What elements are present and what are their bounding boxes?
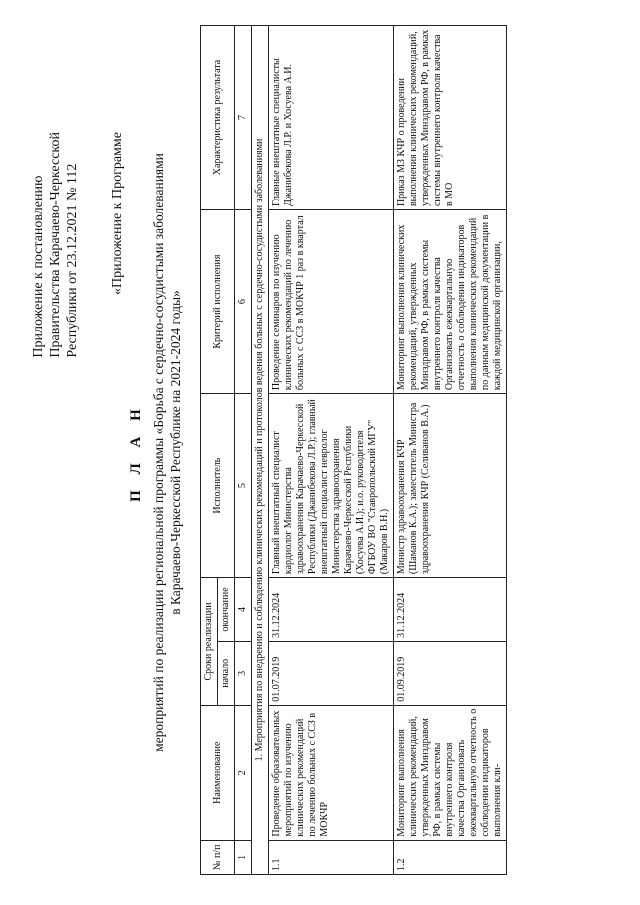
column-index: 3 <box>235 641 252 705</box>
section-title: 1. Мероприятия по внедрению и соблюдению клинических рекомендаций и протоколов ведения больных с сердечно-сосудистыми заболеваниями <box>252 26 269 875</box>
row-executor: Главный внештатный специалист кардиолог Министерства здравоохранения Карачаево-Черкесской Республики (Джанибекова Л.Р.); главный внештатный специалист невролог Министерства здравоохранения Карачаево-Черкесской Республики (Хосуева А.И.); и.о. руководителя ФГБОУ ВО "Ставропольский МГУ" (Макаров В.Н.) <box>269 394 394 578</box>
header-terms: Сроки реализации <box>201 578 218 706</box>
approval-header <box>30 132 81 358</box>
row-num: 1.2 <box>394 840 507 874</box>
header-line-2: Правительства Карачаево-Черкесской <box>48 132 63 358</box>
plan-title: П Л А Н <box>128 403 144 502</box>
header-num: № п/п <box>201 840 235 874</box>
plan-subtitle-line-2: в Карачаево-Черкесской Республике на 2021-2024 годы» <box>168 290 183 615</box>
table-header-row <box>201 26 218 875</box>
row-result: Главные внештатные специалисты Джанибекова Л.Р. и Хосуева А.И. <box>269 26 394 210</box>
row-end: 31.12.2024 <box>394 578 507 642</box>
row-name: Проведение образовательных мероприятий по изучению клинических рекомендаций по лечению больных с ССЗ в МОКЧР <box>269 705 394 840</box>
header-end: окончание <box>218 578 235 642</box>
column-index: 4 <box>235 578 252 642</box>
header-executor: Исполнитель <box>201 394 235 578</box>
header-name: Наименование <box>201 705 235 840</box>
plan-subtitle <box>150 0 184 905</box>
column-index-row <box>235 26 252 875</box>
header-line-3: Республики от 23.12.2021 № 112 <box>65 163 80 358</box>
column-index: 5 <box>235 394 252 578</box>
row-end: 31.12.2024 <box>269 578 394 642</box>
row-name: Мониторинг выполнения клинических рекомендаций, утвержденных Минздравом РФ, в рамках системы внутреннего контроля качества Организовать ежеквартальную отчетность о соблюдении индикаторов выполнения кли- <box>394 705 507 840</box>
row-criterion: Проведение семинаров по изучению клинических рекомендаций по лечению больных с ССЗ в МОКЧР 1 раз в квартал <box>269 210 394 394</box>
column-index: 6 <box>235 210 252 394</box>
column-index: 2 <box>235 705 252 840</box>
column-index: 1 <box>235 840 252 874</box>
header-line-1: Приложение к постановлению <box>31 175 46 358</box>
row-start: 01.09.2019 <box>394 641 507 705</box>
header-criterion: Критерий исполнения <box>201 210 235 394</box>
table-row <box>394 26 507 875</box>
header-start: начало <box>218 641 235 705</box>
column-index: 7 <box>235 26 252 210</box>
table-row <box>269 26 394 875</box>
plan-subtitle-line-1: мероприятий по реализации региональной программы «Борьба с сердечно-сосудистыми заболеваниями <box>151 153 166 752</box>
plan-table <box>200 25 507 875</box>
header-result: Характеристика результата <box>201 26 235 210</box>
row-criterion: Мониторинг выполнения клинических рекомендаций, утвержденных Минздравом РФ, в рамках системы внутреннего контроля качества Организовать ежеквартальную отчетность о соблюдении индикаторов выполнения клинических рекомендаций по данным медицинской документации в каждой медицинской организации, <box>394 210 507 394</box>
row-num: 1.1 <box>269 840 394 874</box>
program-appendix-label: «Приложение к Программе <box>110 132 125 295</box>
row-result: Приказ МЗ КЧР о проведении выполнения клинических рекомендаций, утвержденных Минздравом РФ, в рамках системы внутреннего контроля качества в МО <box>394 26 507 210</box>
section-row <box>252 26 269 875</box>
row-executor: Министр здравоохранения КЧР (Шаманов К.А.); заместитель Министра здравоохранения КЧР (Селиванов В.А.) <box>394 394 507 578</box>
row-start: 01.07.2019 <box>269 641 394 705</box>
